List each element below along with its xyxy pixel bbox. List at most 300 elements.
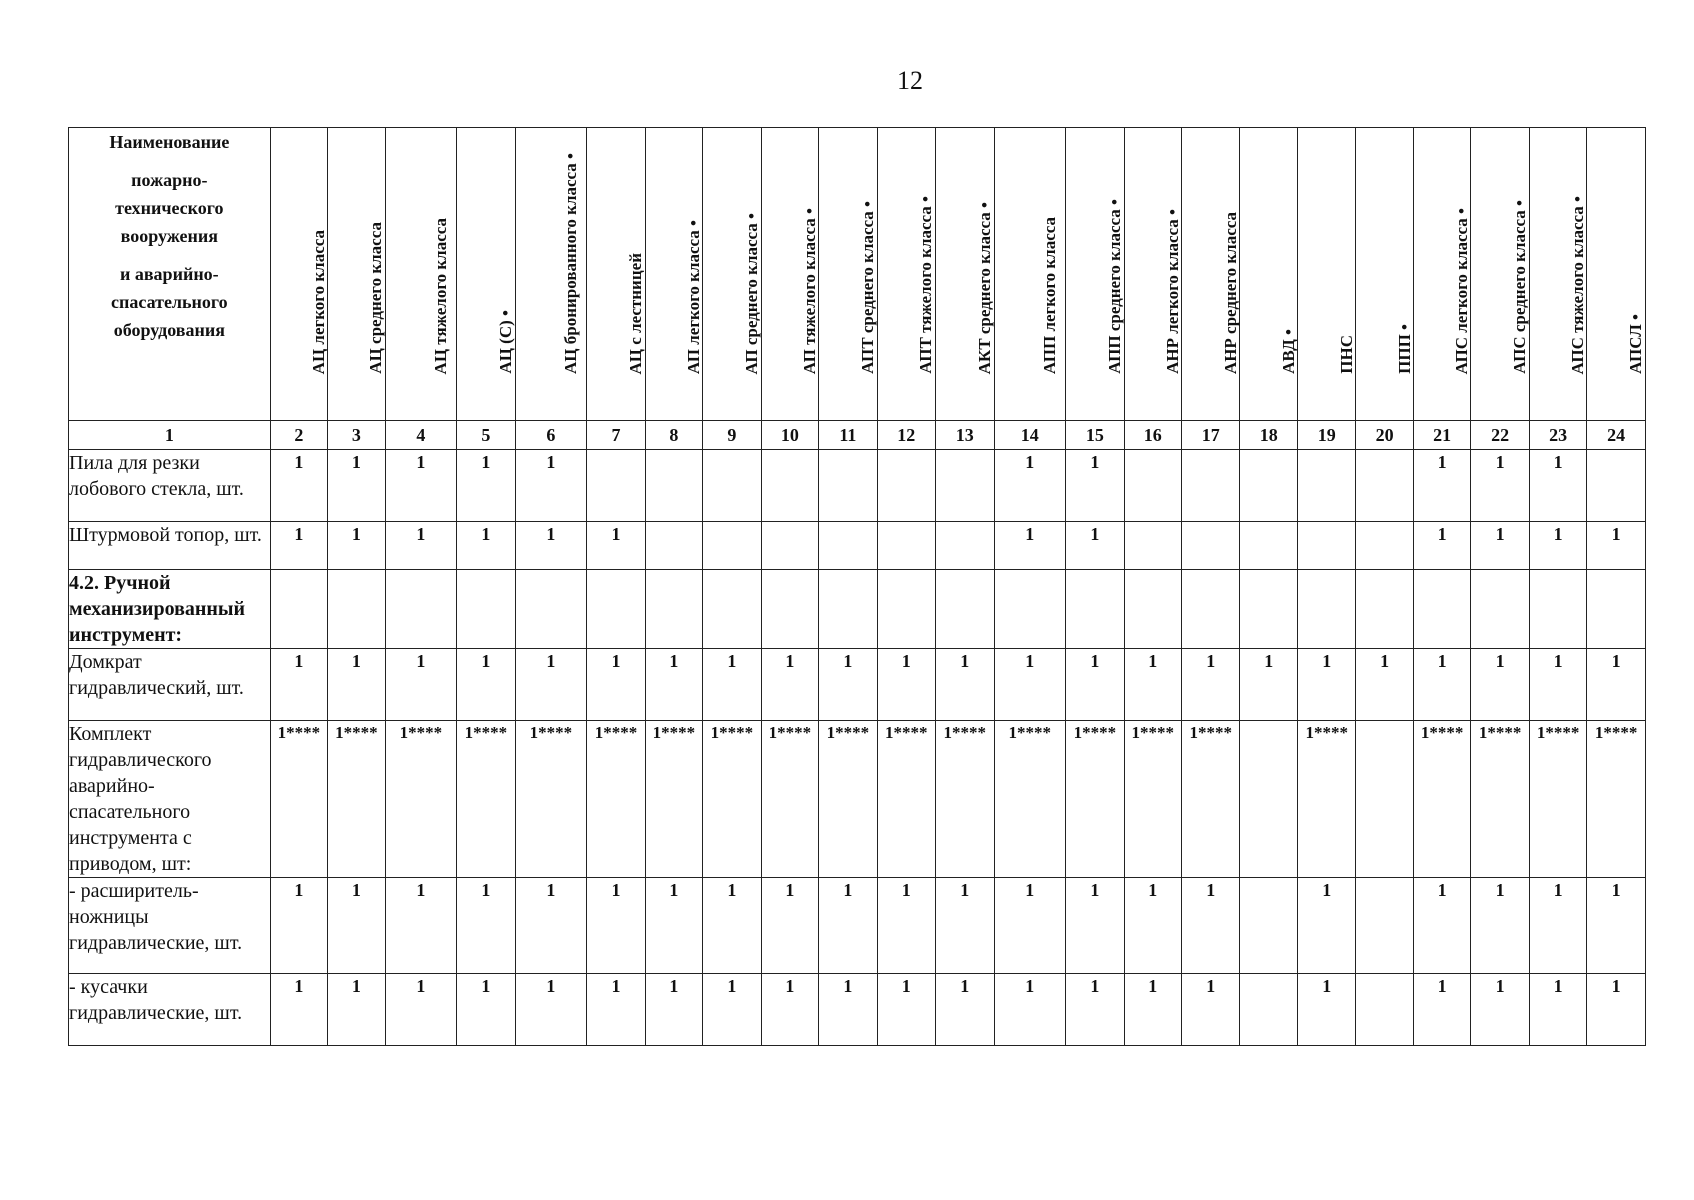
cell-value: 1 [1322,976,1332,996]
column-header-label: АП тяжелого класса • [799,207,819,374]
column-number: 10 [761,421,818,450]
cell-value: 1 [1206,880,1216,900]
table-cell [1182,450,1240,522]
column-header [270,128,327,421]
cell-value: 1 [1206,976,1216,996]
table-cell [761,522,818,570]
table-cell [1413,878,1470,974]
cell-value: 1**** [652,723,696,742]
table-cell [994,522,1066,570]
table-row [69,878,1646,974]
cell-value: 1 [1322,880,1332,900]
cell-value: 1 [669,880,679,900]
column-header-label: АП легкого класса • [683,219,703,374]
table-cell [457,878,515,974]
cell-value: 1**** [1305,723,1348,742]
cell-value: 1 [294,524,304,544]
table-cell [1182,721,1240,878]
table-cell [1066,878,1124,974]
table-cell [819,878,877,974]
table-cell [1356,570,1413,649]
cell-value: 1 [727,880,737,900]
table-cell [936,721,994,878]
table-cell [1413,649,1470,721]
table-cell [385,450,457,522]
cell-value: 1 [546,880,556,900]
name-header-line: вооружения [120,226,219,246]
table-cell [1182,649,1240,721]
table-cell [877,721,935,878]
cell-value: 1 [1025,524,1035,544]
cell-value: 1**** [594,723,638,742]
header-row [69,128,1646,421]
table-cell [877,450,935,522]
table-cell [1066,522,1124,570]
column-header [1529,128,1586,421]
cell-value: 1 [416,651,426,671]
table-cell [645,570,702,649]
cell-value: 1 [960,976,970,996]
cell-value: 1 [351,452,361,472]
table-cell [877,649,935,721]
cell-value: 1**** [1420,723,1464,742]
cell-value: 1 [416,452,426,472]
table-cell [1529,570,1586,649]
table-cell [1356,522,1413,570]
table-cell [645,974,702,1046]
column-number: 15 [1066,421,1124,450]
table-cell [515,974,587,1046]
table-cell [1240,974,1297,1046]
table-cell [761,570,818,649]
table-cell [270,522,327,570]
table-cell [1471,450,1529,522]
cell-value: 1 [1437,976,1447,996]
cell-value: 1**** [710,723,754,742]
name-header-line: технического [115,198,224,218]
cell-value: 1 [481,452,491,472]
table-cell [1240,721,1297,878]
cell-value: 1 [1025,976,1035,996]
column-header [819,128,877,421]
table-cell [645,649,702,721]
column-header [328,128,385,421]
table-row [69,522,1646,570]
cell-value: 1 [294,976,304,996]
cell-value: 1 [1611,976,1621,996]
column-header-label: АЦ (С) • [495,310,515,374]
cell-value: 1 [843,880,853,900]
column-header-label: АП среднего класса • [741,212,761,374]
column-header-label: АПП среднего класса • [1104,199,1124,374]
table-cell [761,450,818,522]
table-cell [1587,721,1646,878]
table-cell [515,450,587,522]
table-cell [1587,570,1646,649]
column-header-label: АВД • [1278,329,1298,374]
cell-value: 1**** [1189,723,1232,742]
table-cell [994,570,1066,649]
table-cell [994,721,1066,878]
table-cell [515,649,587,721]
table-cell [587,522,645,570]
cell-value: 1 [1553,976,1563,996]
cell-value: 1 [1495,452,1505,472]
cell-value: 1 [611,976,621,996]
table-cell [877,974,935,1046]
cell-value: 1 [481,880,491,900]
cell-value: 1 [1090,452,1100,472]
cell-value: 1 [546,524,556,544]
equipment-table-container [68,127,1646,1046]
table-cell [457,522,515,570]
cell-value: 1 [901,880,911,900]
cell-value: 1 [294,452,304,472]
column-header-label: АПС среднего класса • [1510,200,1530,374]
cell-value: 1 [546,651,556,671]
table-cell [385,974,457,1046]
table-cell [1587,974,1646,1046]
table-cell [1240,570,1297,649]
table-cell [994,649,1066,721]
table-cell [1066,721,1124,878]
table-cell [703,878,761,974]
column-number: 1 [69,421,271,450]
table-cell [936,570,994,649]
column-header [457,128,515,421]
cell-value: 1 [843,651,853,671]
table-cell [1529,974,1586,1046]
cell-value: 1 [785,976,795,996]
table-cell [936,522,994,570]
table-cell [819,522,877,570]
table-cell [270,570,327,649]
column-number: 20 [1356,421,1413,450]
table-cell [1297,450,1355,522]
table-cell [587,721,645,878]
table-cell [1587,878,1646,974]
name-header-line: оборудования [113,320,225,340]
cell-value: 1 [1148,651,1158,671]
table-cell [1297,570,1355,649]
cell-value: 1 [1437,651,1447,671]
column-header-label: АНР легкого класса • [1162,209,1182,374]
column-number: 9 [703,421,761,450]
table-cell [270,450,327,522]
table-cell [645,522,702,570]
cell-value: 1 [1437,452,1447,472]
column-number: 12 [877,421,935,450]
table-cell [385,522,457,570]
table-cell [270,649,327,721]
column-header-label: АНР среднего класса [1220,211,1240,374]
column-number: 23 [1529,421,1586,450]
cell-value: 1 [1495,880,1505,900]
table-row [69,721,1646,878]
cell-value: 1 [351,880,361,900]
cell-value: 1 [546,976,556,996]
cell-value: 1**** [768,723,812,742]
row-name: - расширитель-ножницы гидравлические, шт. [69,878,271,974]
column-header [1124,128,1181,421]
table-cell [1124,522,1181,570]
table-cell [1413,570,1470,649]
table-cell [703,974,761,1046]
row-name: Пила для резки лобового стекла, шт. [69,450,271,522]
table-cell [1066,570,1124,649]
table-cell [328,974,385,1046]
cell-value: 1**** [1536,723,1580,742]
table-cell [994,974,1066,1046]
table-cell [936,450,994,522]
table-cell [1066,649,1124,721]
column-number: 8 [645,421,702,450]
table-cell [328,878,385,974]
table-row [69,974,1646,1046]
table-cell [1356,974,1413,1046]
column-number: 17 [1182,421,1240,450]
cell-value: 1 [669,976,679,996]
table-cell [328,450,385,522]
table-cell [1413,721,1470,878]
table-cell [1356,649,1413,721]
table-cell [587,974,645,1046]
cell-value: 1 [1206,651,1216,671]
table-cell [270,974,327,1046]
table-cell [1587,649,1646,721]
table-cell [515,522,587,570]
table-cell [1529,878,1586,974]
equipment-table [68,127,1646,1046]
table-cell [1413,522,1470,570]
cell-value: 1 [1322,651,1332,671]
table-cell [936,649,994,721]
table-cell [1124,649,1181,721]
cell-value: 1 [901,976,911,996]
name-column-header [69,128,271,421]
column-number-row [69,421,1646,450]
table-cell [1124,721,1181,878]
table-cell [761,974,818,1046]
table-cell [1356,450,1413,522]
column-header-label: АЦ с лестницей [625,252,645,374]
cell-value: 1 [351,976,361,996]
table-cell [761,878,818,974]
row-name: Комплект гидравлического аварийно-спасательного инструмента с приводом, шт: [69,721,271,878]
column-number: 22 [1471,421,1529,450]
row-name: Штурмовой топор, шт. [69,522,271,570]
cell-value: 1**** [1073,723,1117,742]
table-cell [703,649,761,721]
cell-value: 1 [611,651,621,671]
column-header [645,128,702,421]
name-header-line: спасательного [111,292,228,312]
column-header [994,128,1066,421]
table-cell [1182,570,1240,649]
cell-value: 1 [1437,880,1447,900]
cell-value: 1 [1553,880,1563,900]
column-number: 7 [587,421,645,450]
cell-value: 1 [294,880,304,900]
column-number: 6 [515,421,587,450]
table-cell [1124,570,1181,649]
cell-value: 1 [1025,452,1035,472]
table-cell [1182,522,1240,570]
table-cell [1471,974,1529,1046]
column-number: 19 [1297,421,1355,450]
cell-value: 1 [1090,651,1100,671]
name-header-line: Наименование [109,132,230,152]
column-header-label: АПС легкого класса • [1452,207,1472,374]
table-cell [328,522,385,570]
table-cell [1587,522,1646,570]
table-cell [645,878,702,974]
cell-value: 1**** [529,723,573,742]
column-header-label: АЦ бронированного класса • [560,153,580,374]
cell-value: 1 [1553,651,1563,671]
cell-value: 1 [1090,880,1100,900]
column-number: 5 [457,421,515,450]
cell-value: 1**** [826,723,870,742]
table-cell [385,570,457,649]
table-cell [1297,522,1355,570]
cell-value: 1**** [1008,723,1052,742]
table-cell [1471,649,1529,721]
table-cell [1182,878,1240,974]
table-cell [270,721,327,878]
table-cell [328,721,385,878]
table-cell [703,450,761,522]
table-cell [1124,974,1181,1046]
cell-value: 1 [1495,524,1505,544]
column-number: 2 [270,421,327,450]
table-cell [994,878,1066,974]
cell-value: 1 [611,880,621,900]
table-cell [1529,522,1586,570]
cell-value: 1**** [277,723,321,742]
cell-value: 1 [669,651,679,671]
column-header-label: АКТ среднего класса • [974,201,994,374]
column-header-label: АПСЛ • [1626,314,1646,374]
table-cell [1297,974,1355,1046]
table-cell [385,878,457,974]
table-cell [819,721,877,878]
table-cell [1413,974,1470,1046]
cell-value: 1 [481,976,491,996]
table-body [69,450,1646,1046]
table-cell [457,570,515,649]
cell-value: 1 [481,524,491,544]
cell-value: 1 [1025,651,1035,671]
section-row [69,570,1646,649]
cell-value: 1 [1611,524,1621,544]
table-cell [385,649,457,721]
table-cell [587,649,645,721]
table-cell [1182,974,1240,1046]
table-cell [1529,649,1586,721]
column-number: 11 [819,421,877,450]
table-cell [645,721,702,878]
cell-value: 1 [785,651,795,671]
table-cell [1066,450,1124,522]
cell-value: 1 [1495,976,1505,996]
table-cell [1240,522,1297,570]
column-header [385,128,457,421]
table-cell [1066,974,1124,1046]
cell-value: 1 [727,976,737,996]
cell-value: 1 [1437,524,1447,544]
column-header [515,128,587,421]
cell-value: 1**** [885,723,928,742]
column-header [1240,128,1297,421]
column-header [877,128,935,421]
column-header [1413,128,1470,421]
column-header-label: АПТ тяжелого класса • [916,196,936,374]
cell-value: 1 [294,651,304,671]
table-cell [1124,450,1181,522]
table-cell [457,649,515,721]
cell-value: 1 [351,651,361,671]
name-header-line: пожарно- [131,170,208,190]
column-number: 16 [1124,421,1181,450]
cell-value: 1 [1148,880,1158,900]
table-cell [515,721,587,878]
table-cell [457,721,515,878]
page-number: 12 [897,66,923,95]
cell-value: 1 [1090,976,1100,996]
table-cell [703,721,761,878]
column-header-label: АЦ среднего класса [366,222,386,374]
column-header [1182,128,1240,421]
table-cell [457,450,515,522]
table-cell [1297,878,1355,974]
table-cell [587,570,645,649]
cell-value: 1 [1148,976,1158,996]
column-header [936,128,994,421]
cell-value: 1 [785,880,795,900]
row-name: Домкрат гидравлический, шт. [69,649,271,721]
table-cell [1471,522,1529,570]
cell-value: 1 [1611,651,1621,671]
table-cell [1240,450,1297,522]
table-cell [270,878,327,974]
table-cell [1587,450,1646,522]
table-cell [587,878,645,974]
table-cell [936,974,994,1046]
table-cell [515,570,587,649]
table-cell [1529,721,1586,878]
table-cell [1471,570,1529,649]
table-cell [819,570,877,649]
cell-value: 1 [611,524,621,544]
cell-value: 1**** [1594,723,1638,742]
column-number: 3 [328,421,385,450]
table-cell [1240,878,1297,974]
table-cell [761,721,818,878]
column-header [1297,128,1355,421]
cell-value: 1 [1611,880,1621,900]
cell-value: 1 [843,976,853,996]
cell-value: 1 [901,651,911,671]
column-header [587,128,645,421]
table-cell [819,649,877,721]
column-header-label: ППП • [1394,324,1414,374]
table-cell [1240,649,1297,721]
table-cell [1356,721,1413,878]
column-number: 4 [385,421,457,450]
table-cell [877,878,935,974]
table-cell [761,649,818,721]
